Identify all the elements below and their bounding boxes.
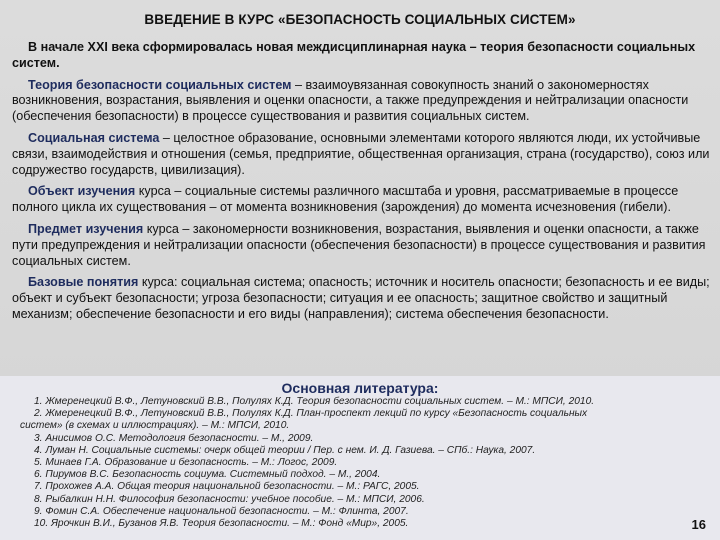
definition-text: курса: социальная система; опасность; источник и носитель опасности; безопасность и ее виды; объект и субъект безопасности; угроза безопасности; ситуация и ее опасность; защитное свойство и защитный механизм; обеспечение безопасности и его виды (направления); система обеспечения безопасности. [12,275,710,321]
definition-theory [12,78,718,125]
literature-item: 2. Жмеренецкий В.Ф., Летуновский В.В., Полулях К.Д. План-проспект лекций по курсу «Безопасность социальных [34,408,588,420]
definition-term: Предмет изучения [28,221,144,236]
literature-item: 9. Фомин С.А. Обеспечение национальной безопасности. – М.: Флинта, 2007. [34,505,409,517]
definition-social-system [12,131,718,178]
literature-item: 8. Рыбалкин Н.Н. Философия безопасности: учебное пособие. – М.: МПСИ, 2006. [34,493,425,505]
slide-body [12,40,718,329]
definition-object [12,184,718,216]
definition-term: Объект изучения [28,184,136,199]
page-number: 16 [691,517,706,532]
literature-item: систем» (в схемах и иллюстрациях). – М.: МПСИ, 2010. [20,420,290,432]
definition-text: – целостное образование, основными элементами которого являются люди, их устойчивые связи, взаимодействия и отношения (семья, предприятие, общественная организация, страна (государство), союз или содружество государств, цивилизация). [12,130,710,177]
literature-item: 7. Прохожев А.А. Общая теория национальной безопасности. – М.: РАГС, 2005. [34,481,420,493]
definition-basic-concepts [12,275,718,322]
literature-item: 6. Пирумов В.С. Безопасность социума. Системный подход. – М., 2004. [34,469,381,481]
definition-text: курса – закономерности возникновения, возрастания, выявления и оценки опасности, а также пути предупреждения и нейтрализации опасности (обеспечения безопасности) в процессе существования и развития социальных систем. [12,221,706,268]
definition-term: Базовые понятия [28,275,139,290]
literature-item: 10. Ярочкин В.И., Бузанов Я.В. Теория безопасности. – М.: Фонд «Мир», 2005. [34,518,409,530]
literature-list [20,396,700,530]
definition-subject [12,222,718,269]
literature-item: 5. Минаев Г.А. Образование и безопасность. – М.: Логос, 2009. [34,457,338,469]
slide-title: ВВЕДЕНИЕ В КУРС «БЕЗОПАСНОСТЬ СОЦИАЛЬНЫХ СИСТЕМ» [144,12,576,27]
intro-paragraph: В начале XXI века сформировалась новая междисциплинарная наука – теория безопасности социальных систем. [12,40,696,70]
definition-text: курса – социальные системы различного масштаба и уровня, рассматриваемые в процессе полного цикла их существования – от момента возникновения (зарождения) до момента исчезновения (гибели). [12,184,679,215]
literature-heading: Основная литература: [281,380,439,396]
literature-item: 4. Луман Н. Социальные системы: очерк общей теории / Пер. с нем. И. Д. Газиева. – СПб.: Наука, 2007. [34,444,536,456]
definition-term: Теория безопасности социальных систем [28,77,292,92]
definition-text: – взаимоувязанная совокупность знаний о закономерностях возникновения, возрастания, выявления и оценки опасности, а также предупреждения и нейтрализации опасности (обеспечения безопасности) в процессе существования и развития социальных систем. [12,77,689,124]
literature-item: 3. Анисимов О.С. Методология безопасности. – М., 2009. [34,432,314,444]
definition-term: Социальная система [28,130,160,145]
literature-item: 1. Жмеренецкий В.Ф., Летуновский В.В., Полулях К.Д. Теория безопасности социальных систем. – М.: МПСИ, 2010. [34,396,595,407]
